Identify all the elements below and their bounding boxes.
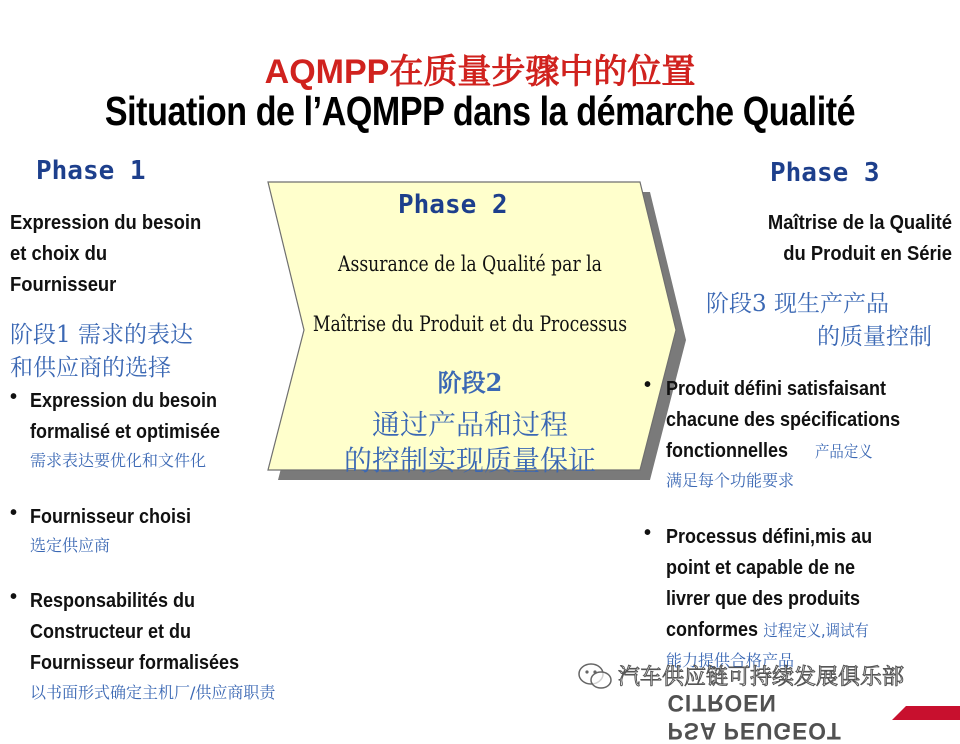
phase1-label: Phase 1 xyxy=(36,156,146,186)
bullet-cn: 能力提供合格产品 xyxy=(666,651,795,670)
bullet-text: Fournisseur choisi xyxy=(30,506,192,528)
bullet-text: livrer que des produits xyxy=(666,588,861,610)
title-chinese: 在质量步骤中的位置 xyxy=(389,53,696,91)
phase1-line: et choix du xyxy=(10,243,108,265)
phase1-cn-heading xyxy=(10,319,270,385)
bullet-text: Responsabilités du xyxy=(30,590,196,612)
bullet-cn: 需求表达要优化和文件化 xyxy=(30,451,207,470)
title-french: Situation de l’AQMPP dans la démarche Qualité xyxy=(104,88,856,134)
phase3-description xyxy=(713,208,952,270)
psa-logo: PSA PEUGEOT CITROEN xyxy=(667,689,842,744)
watermark xyxy=(576,660,904,691)
phase3-cn-heading xyxy=(706,288,936,354)
bullet-dot: • xyxy=(10,502,18,524)
bullet-text: Constructeur et du xyxy=(30,621,192,643)
title-chinese-line xyxy=(0,44,960,93)
bullet-text: Processus défini,mis au xyxy=(666,526,873,548)
phase3-line: du Produit en Série xyxy=(783,243,952,265)
bullet-text: formalisé et optimisée xyxy=(30,421,221,443)
phase3-cn-line: 阶段3 现生产产品 xyxy=(706,291,889,317)
bullet-cn-inline: 过程定义,调试有 xyxy=(763,621,869,640)
phase1-line: Fournisseur xyxy=(10,274,117,296)
watermark-text: 汽车供应链可持续发展俱乐部 xyxy=(618,665,905,690)
footer-stripe-icon xyxy=(892,706,960,720)
bullet-text: Expression du besoin xyxy=(30,390,218,412)
phase2-cn-heading: 阶段2 xyxy=(437,368,503,397)
bullet-cn: 满足每个功能要求 xyxy=(666,471,795,490)
phase1-description xyxy=(10,208,249,301)
bullet-text: fonctionnelles xyxy=(666,440,789,462)
phase1-cn-line: 和供应商的选择 xyxy=(10,355,171,381)
phase3-line: Maîtrise de la Qualité xyxy=(767,212,952,234)
bullet-text: Fournisseur formalisées xyxy=(30,652,240,674)
phase1-line: Expression du besoin xyxy=(10,212,202,234)
phase3-cn-line: 的质量控制 xyxy=(817,324,932,350)
bullet-dot: • xyxy=(644,522,652,544)
phase2-line1: Assurance de la Qualité par la xyxy=(338,252,602,276)
bullet-text: Produit défini satisfaisant xyxy=(666,378,887,400)
title-prefix: AQMPP xyxy=(264,53,390,91)
phase2-cn-body xyxy=(290,407,650,479)
phase2-label: Phase 2 xyxy=(398,190,508,220)
bullet-text: conformes xyxy=(666,619,759,641)
bullet-dot: • xyxy=(644,374,652,396)
wechat-icon xyxy=(576,661,614,691)
phase2-line2: Maîtrise du Produit et du Processus xyxy=(312,312,628,336)
bullet-dot: • xyxy=(10,586,18,608)
bullet-text: chacune des spécifications xyxy=(666,409,901,431)
phase2-cn-line: 通过产品和过程 xyxy=(371,408,568,441)
bullet-cn: 选定供应商 xyxy=(30,536,111,555)
bullet-cn: 以书面形式确定主机厂/供应商职责 xyxy=(30,683,276,702)
phase1-cn-line: 阶段1 需求的表达 xyxy=(10,322,193,348)
bullet-text: point et capable de ne xyxy=(666,557,856,579)
bullet-dot: • xyxy=(10,386,18,408)
bullet-cn-inline: 产品定义 xyxy=(815,442,873,461)
phase2-cn-line: 的控制实现质量保证 xyxy=(343,444,596,477)
phase3-label: Phase 3 xyxy=(770,158,880,188)
